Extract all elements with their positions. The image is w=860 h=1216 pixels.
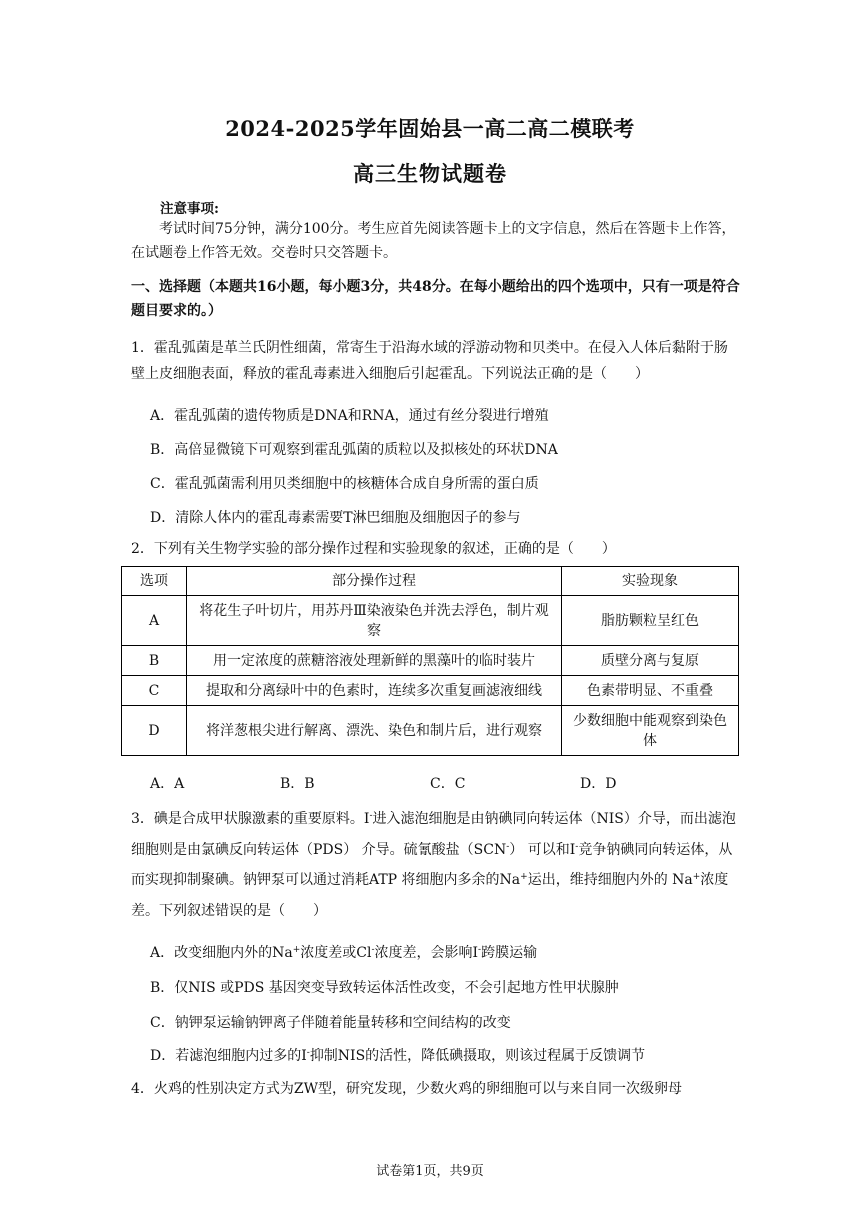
table-row <box>122 676 739 706</box>
table-cell: D <box>122 706 187 756</box>
q2-table <box>121 566 739 756</box>
table-row <box>122 646 739 676</box>
table-cell: 提取和分离绿叶中的色素时，连续多次重复画滤液细线 <box>187 676 562 706</box>
table-cell: C <box>122 676 187 706</box>
notice-heading: 注意事项: <box>160 201 219 217</box>
q2-stem: 2．下列有关生物学实验的部分操作过程和实验现象的叙述，正确的是（ ） <box>131 541 616 557</box>
q3-option-c: C．钠钾泵运输钠钾离子伴随着能量转移和空间结构的改变 <box>150 1015 511 1031</box>
table-cell: 用一定浓度的蔗糖溶液处理新鲜的黑藻叶的临时装片 <box>187 646 562 676</box>
q3-option-a: A．改变细胞内外的Na+浓度差或Cl-浓度差，会影响I-跨膜运输 <box>150 945 538 961</box>
table-cell: 将洋葱根尖进行解离、漂洗、染色和制片后，进行观察 <box>187 706 562 756</box>
q2-choice-d: D．D <box>580 776 617 792</box>
table-header-cell: 实验现象 <box>562 567 739 596</box>
table-row <box>122 596 739 646</box>
q4-stem: 4．火鸡的性别决定方式为ZW型，研究发现，少数火鸡的卵细胞可以与来自同一次级卵母 <box>131 1081 683 1097</box>
q1-option-c: C．霍乱弧菌需利用贝类细胞中的核糖体合成自身所需的蛋白质 <box>150 476 539 492</box>
q3-option-d: D．若滤泡细胞内过多的I-抑制NIS的活性，降低碘摄取，则该过程属于反馈调节 <box>150 1048 646 1064</box>
table-cell: 将花生子叶切片，用苏丹Ⅲ染液染色并洗去浮色，制片观察 <box>187 596 562 646</box>
table-cell: 色素带明显、不重叠 <box>562 676 739 706</box>
q1-option-a: A．霍乱弧菌的遗传物质是DNA和RNA，通过有丝分裂进行增殖 <box>150 408 549 424</box>
table-cell: B <box>122 646 187 676</box>
table-cell: A <box>122 596 187 646</box>
q1-option-d: D．清除人体内的霍乱毒素需要T淋巴细胞及细胞因子的参与 <box>150 510 521 526</box>
page-footer: 试卷第1页，共9页 <box>376 1164 484 1179</box>
q3-stem: 3．碘是合成甲状腺激素的重要原料。I-进入滤泡细胞是由钠碘同向转运体（NIS）介导，而出滤泡细胞则是由氯碘反向转运体（PDS） 介导。硫氰酸盐（SCN-） 可以和I-竞争钠碘同向转运体，从而实现抑制聚碘。钠钾泵可以通过消耗ATP 将细胞内多余的Na+运出，维持细胞内外的 Na+浓度差。下列叙述错误的是（ ） <box>131 811 736 919</box>
table-header-row <box>122 567 739 596</box>
q1-stem: 1．霍乱弧菌是革兰氏阴性细菌，常寄生于沿海水域的浮游动物和贝类中。在侵入人体后黏附于肠壁上皮细胞表面，释放的霍乱毒素进入细胞后引起霍乱。下列说法正确的是（ ） <box>131 340 728 382</box>
q2-choice-c: C．C <box>430 776 466 792</box>
table-cell: 脂肪颗粒呈红色 <box>562 596 739 646</box>
table-cell: 少数细胞中能观察到染色体 <box>562 706 739 756</box>
table-header-cell: 部分操作过程 <box>187 567 562 596</box>
q1-option-b: B．高倍显微镜下可观察到霍乱弧菌的质粒以及拟核处的环状DNA <box>150 442 558 458</box>
q3-option-b: B．仅NIS 或PDS 基因突变导致转运体活性改变，不会引起地方性甲状腺肿 <box>150 980 619 996</box>
table-header-cell: 选项 <box>122 567 187 596</box>
exam-title: 2024-2025学年固始县一高二高二模联考 <box>225 116 635 141</box>
q2-choice-b: B．B <box>280 776 315 792</box>
q2-choice-a: A．A <box>150 776 185 792</box>
section-heading: 一、选择题（本题共16小题，每小题3分，共48分。在每小题给出的四个选项中，只有一项是符合题目要求的。） <box>131 279 740 319</box>
table-row <box>122 706 739 756</box>
exam-subtitle: 高三生物试题卷 <box>353 161 507 186</box>
notice-text: 考试时间75分钟，满分100分。考生应首先阅读答题卡上的文字信息，然后在答题卡上作答，在试题卷上作答无效。交卷时只交答题卡。 <box>131 221 736 261</box>
table-cell: 质壁分离与复原 <box>562 646 739 676</box>
